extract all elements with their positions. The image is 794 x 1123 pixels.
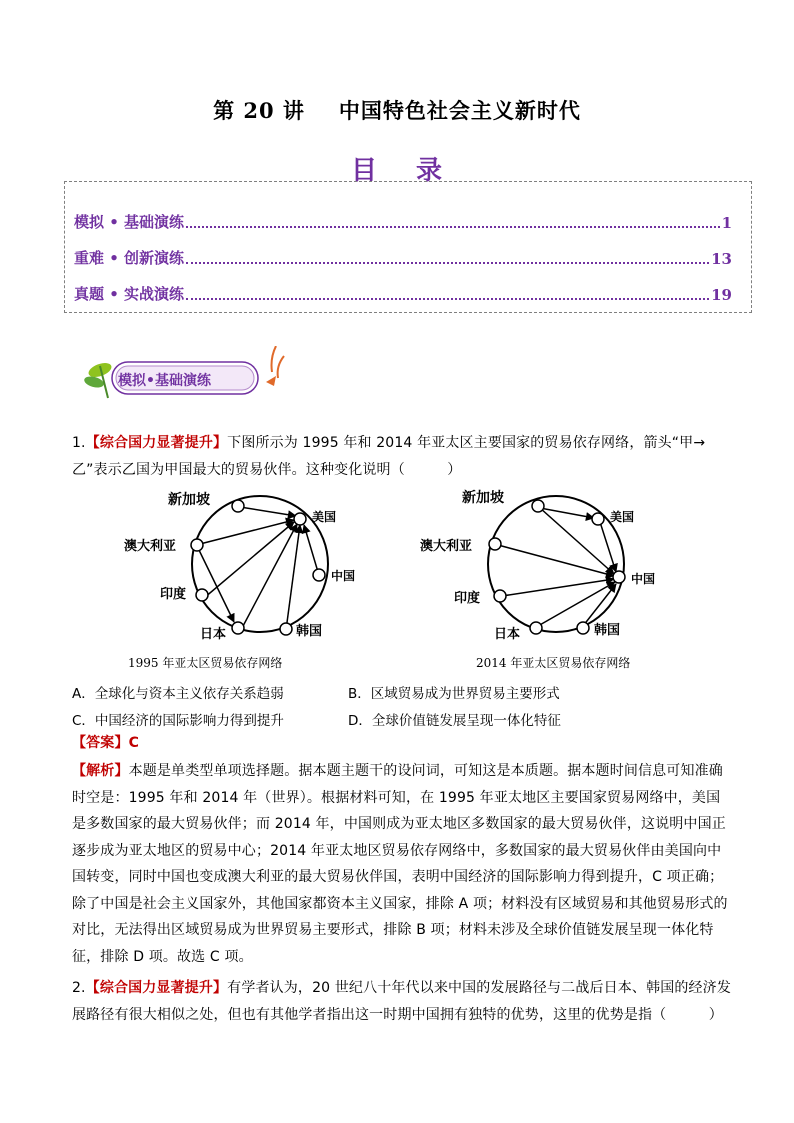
node-australia <box>489 538 501 550</box>
label-china: 中国 <box>331 569 356 583</box>
label-singapore: 新加坡 <box>168 492 210 508</box>
lecture-number: 第 20 讲 <box>213 98 305 123</box>
toc-heading-left: 目 <box>350 156 378 186</box>
label-india: 印度 <box>454 591 481 606</box>
node-japan <box>232 622 244 634</box>
question-2-stem <box>72 975 732 1028</box>
leaf-decoration-icon <box>83 360 113 398</box>
label-india: 印度 <box>160 587 187 602</box>
toc-leader <box>186 226 720 228</box>
table-of-contents <box>64 181 752 313</box>
network-2014 <box>418 488 678 648</box>
analysis-text: 本题是单类型单项选择题。据本题主题干的设问词，可知这是本质题。据本题时间信息可知准确时空是：1995 年和 2014 年（世界）。根据材料可知，在 1995 年亚太地区主要国家贸易网络中，美国是多数国家的最大贸易伙伴；而 2014 年，中国则成为亚太地区多数国家的最大贸易伙伴，这说明中国正逐步成为亚太地区的贸易中心；2014 年亚太地区贸易依存网络中，多数国家的最大贸易伙伴由美国向中国转变，同时中国也变成澳大利亚的最大贸易伙伴国，表明中国经济的国际影响力得到提升，C 项正确；除了中国是社会主义国家外，其他国家都资本主义国家，排除 A 项；材料没有区域贸易和其他贸易形式的对比，无法得出区域贸易成为世界贸易主要形式，排除 B 项；材料未涉及全球价值链发展呈现一体化特征，排除 D 项。故选 C 项。 <box>72 763 728 965</box>
answer-value: C <box>128 735 140 751</box>
question-1-stem <box>72 430 732 483</box>
node-usa <box>592 513 604 525</box>
node-singapore <box>532 500 544 512</box>
arrow-decoration-icon <box>266 346 284 386</box>
lecture-title: 中国特色社会主义新时代 <box>338 98 581 123</box>
network-ring <box>192 496 328 632</box>
toc-item-page: 1 <box>721 214 732 232</box>
network-1995 <box>120 488 370 648</box>
toc-item-label: 重难 • 创新演练 <box>74 249 185 267</box>
label-australia: 澳大利亚 <box>124 539 177 554</box>
question-number: 1. <box>72 435 86 451</box>
answer-line <box>72 730 732 757</box>
node-singapore <box>232 500 244 512</box>
option-a[interactable]: A．全球化与资本主义依存关系趋弱 <box>72 686 284 702</box>
label-singapore: 新加坡 <box>462 490 504 506</box>
toc-item-1[interactable] <box>74 210 732 232</box>
node-india <box>494 590 506 602</box>
node-korea <box>577 622 589 634</box>
toc-item-page: 13 <box>711 250 732 268</box>
question-text: 下图所示为 1995 年和 2014 年亚太区主要国家的贸易依存网络，箭头“甲→乙”表示乙国为甲国最大的贸易伙伴。这种变化说明（ ） <box>72 435 706 478</box>
toc-heading-right: 录 <box>416 156 444 186</box>
label-china: 中国 <box>631 572 656 586</box>
question-number: 2. <box>72 980 86 996</box>
label-usa: 美国 <box>312 510 337 524</box>
question-text: 有学者认为，20 世纪八十年代以来中国的发展路径与二战后日本、韩国的经济发展路径有很大相似之处，但也有其他学者指出这一时期中国拥有独特的优势，这里的优势是指（ ） <box>72 980 731 1023</box>
node-india <box>196 589 208 601</box>
toc-item-3[interactable] <box>74 282 732 304</box>
node-usa <box>294 513 306 525</box>
toc-item-label: 模拟 • 基础演练 <box>74 213 185 231</box>
node-australia <box>191 539 203 551</box>
node-china <box>313 569 325 581</box>
label-usa: 美国 <box>610 510 635 524</box>
toc-item-label: 真题 • 实战演练 <box>74 285 185 303</box>
toc-leader <box>186 262 709 264</box>
label-japan: 日本 <box>494 627 521 642</box>
section-badge-label: 模拟•基础演练 <box>118 373 211 389</box>
label-korea: 韩国 <box>594 623 621 638</box>
label-korea: 韩国 <box>296 624 323 639</box>
label-japan: 日本 <box>200 627 227 642</box>
toc-item-2[interactable] <box>74 246 732 268</box>
node-korea <box>280 623 292 635</box>
answer-tag: 【答案】 <box>72 735 129 751</box>
label-australia: 澳大利亚 <box>420 539 473 554</box>
question-tag: 【综合国力显著提升】 <box>85 435 228 451</box>
node-china <box>613 571 625 583</box>
option-b[interactable]: B．区域贸易成为世界贸易主要形式 <box>348 686 560 702</box>
caption-1995: 1995 年亚太区贸易依存网络 <box>128 656 283 670</box>
page-title <box>0 95 794 125</box>
caption-2014: 2014 年亚太区贸易依存网络 <box>476 656 631 670</box>
question-tag: 【综合国力显著提升】 <box>85 980 228 996</box>
option-d[interactable]: D．全球价值链发展呈现一体化特征 <box>348 713 561 729</box>
option-c[interactable]: C．中国经济的国际影响力得到提升 <box>72 713 284 729</box>
analysis-tag: 【解析】 <box>72 763 129 779</box>
toc-leader <box>186 298 709 300</box>
node-japan <box>530 622 542 634</box>
toc-item-page: 19 <box>711 286 732 304</box>
analysis-block <box>72 758 732 970</box>
